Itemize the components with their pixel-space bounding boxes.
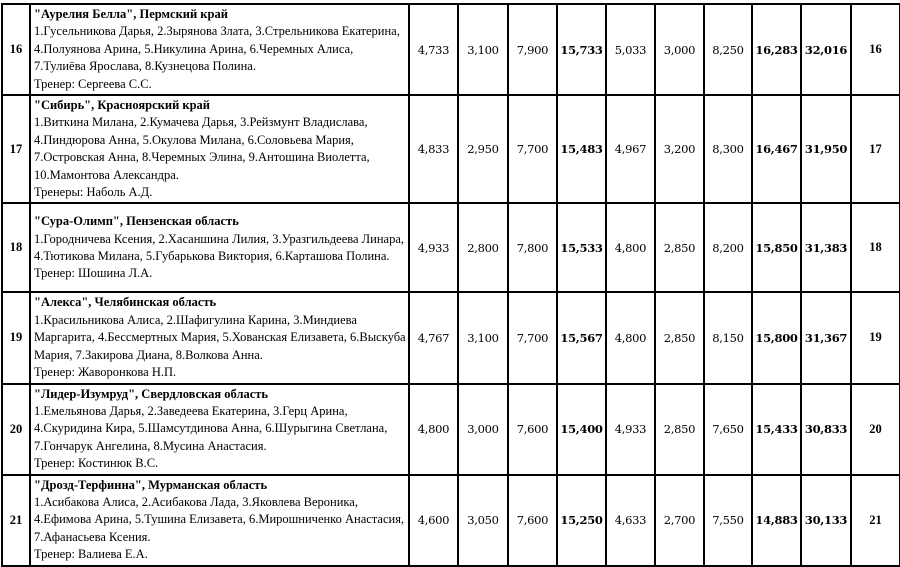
row-number: 17 [2,95,30,203]
table-row [2,203,900,292]
team-cell [30,4,409,95]
score-cell: 7,900 [508,4,557,95]
total-cell: 31,383 [801,203,851,292]
place-cell: 19 [851,292,900,383]
score-cell: 3,100 [458,292,508,383]
team-members: 1.Емельянова Дарья, 2.Заведеева Екатерина, 3.Герц Арина, 4.Скуридина Кира, 5.Шамсутдинова Анна, 6.Шурыгина Светлана, 7.Гончарук Ангелина, 8.Мусина Анастасия. [34,403,388,453]
score-cell: 7,700 [508,95,557,203]
score-cell: 8,200 [704,203,752,292]
team-members: 1.Асибакова Алиса, 2.Асибакова Лада, 3.Яковлева Вероника, 4.Ефимова Арина, 5.Тушина Елизавета, 6.Мирошниченко Анастасия, 7.Афанасьева Ксения. [34,494,405,544]
score-cell: 8,150 [704,292,752,383]
subtotal-cell: 15,800 [752,292,801,383]
team-members: 1.Виткина Милана, 2.Кумачева Дарья, 3.Рейзмунт Владислава, 4.Пиндюрова Анна, 5.Окулова Милана, 6.Соловьева Мария, 7.Островская Анна, 8.Черемных Элина, 9.Антошина Виолетта, 10.Мамонтова Александра. [34,115,370,182]
team-name: "Сура-Олимп", Пензенская область [34,214,239,229]
team-coach: Тренеры: Наболь А.Д. [34,185,153,200]
subtotal-cell: 15,250 [557,475,606,566]
table-row [2,384,900,475]
row-number: 21 [2,475,30,566]
team-name: "Дрозд-Терфинна", Мурманская область [34,477,268,492]
score-cell: 3,200 [655,95,704,203]
place-cell: 17 [851,95,900,203]
team-cell [30,475,409,566]
score-cell: 5,033 [606,4,655,95]
score-cell: 2,850 [655,292,704,383]
total-cell: 30,833 [801,384,851,475]
subtotal-cell: 15,483 [557,95,606,203]
total-cell: 30,133 [801,475,851,566]
table-row [2,292,900,383]
team-name: "Алекса", Челябинская область [34,295,217,310]
subtotal-cell: 15,567 [557,292,606,383]
score-cell: 7,550 [704,475,752,566]
subtotal-cell: 15,433 [752,384,801,475]
place-cell: 20 [851,384,900,475]
score-cell: 7,800 [508,203,557,292]
score-cell: 4,833 [409,95,458,203]
subtotal-cell: 16,283 [752,4,801,95]
score-cell: 4,733 [409,4,458,95]
subtotal-cell: 15,533 [557,203,606,292]
team-members: 1.Гусельникова Дарья, 2.Зырянова Злата, 3.Стрельникова Екатерина, 4.Полуянова Арина, 5.Никулина Арина, 6.Черемных Алиса, 7.Тулиёва Ярослава, 8.Кузнецова Полина. [34,24,400,74]
team-coach: Тренер: Шошина Л.А. [34,266,153,281]
team-coach: Тренер: Сергеева С.С. [34,76,152,91]
team-coach: Тренер: Валиева Е.А. [34,547,148,562]
score-cell: 4,633 [606,475,655,566]
score-cell: 3,050 [458,475,508,566]
row-number: 20 [2,384,30,475]
team-cell [30,203,409,292]
row-number: 16 [2,4,30,95]
team-cell [30,292,409,383]
row-number: 19 [2,292,30,383]
row-number: 18 [2,203,30,292]
subtotal-cell: 14,883 [752,475,801,566]
score-cell: 4,933 [409,203,458,292]
subtotal-cell: 15,733 [557,4,606,95]
score-cell: 4,800 [606,203,655,292]
team-coach: Тренер: Костинюк В.С. [34,456,159,471]
total-cell: 31,950 [801,95,851,203]
team-coach: Тренер: Жаворонкова Н.П. [34,365,177,380]
place-cell: 21 [851,475,900,566]
total-cell: 31,367 [801,292,851,383]
score-cell: 7,700 [508,292,557,383]
score-cell: 8,250 [704,4,752,95]
results-table [1,3,900,567]
score-cell: 4,600 [409,475,458,566]
score-cell: 4,800 [606,292,655,383]
score-cell: 3,000 [655,4,704,95]
place-cell: 16 [851,4,900,95]
score-cell: 8,300 [704,95,752,203]
score-cell: 2,850 [655,384,704,475]
team-cell [30,95,409,203]
team-members: 1.Красильникова Алиса, 2.Шафигулина Карина, 3.Миндиева Маргарита, 4.Бессмертных Мария, 5.Хованская Елизавета, 6.Выскуба Мария, 7.Закирова Диана, 8.Волкова Анна. [34,312,406,362]
subtotal-cell: 15,400 [557,384,606,475]
team-name: "Аурелия Белла", Пермский край [34,7,228,21]
score-cell: 4,767 [409,292,458,383]
score-cell: 7,600 [508,384,557,475]
score-cell: 3,000 [458,384,508,475]
score-cell: 2,700 [655,475,704,566]
score-cell: 7,650 [704,384,752,475]
team-name: "Лидер-Изумруд", Свердловская область [34,386,269,401]
score-cell: 3,100 [458,4,508,95]
score-cell: 7,600 [508,475,557,566]
score-cell: 4,800 [409,384,458,475]
team-cell [30,384,409,475]
score-cell: 2,850 [655,203,704,292]
subtotal-cell: 16,467 [752,95,801,203]
place-cell: 18 [851,203,900,292]
subtotal-cell: 15,850 [752,203,801,292]
total-cell: 32,016 [801,4,851,95]
score-cell: 4,933 [606,384,655,475]
table-row [2,4,900,95]
score-cell: 2,950 [458,95,508,203]
table-row [2,475,900,566]
team-members: 1.Городничева Ксения, 2.Хасаншина Лилия, 3.Уразгильдеева Линара, 4.Тютикова Милана, 5.Губарькова Виктория, 6.Карташова Полина. [34,231,405,263]
team-name: "Сибирь", Красноярский край [34,98,211,113]
score-cell: 2,800 [458,203,508,292]
score-cell: 4,967 [606,95,655,203]
table-row [2,95,900,203]
